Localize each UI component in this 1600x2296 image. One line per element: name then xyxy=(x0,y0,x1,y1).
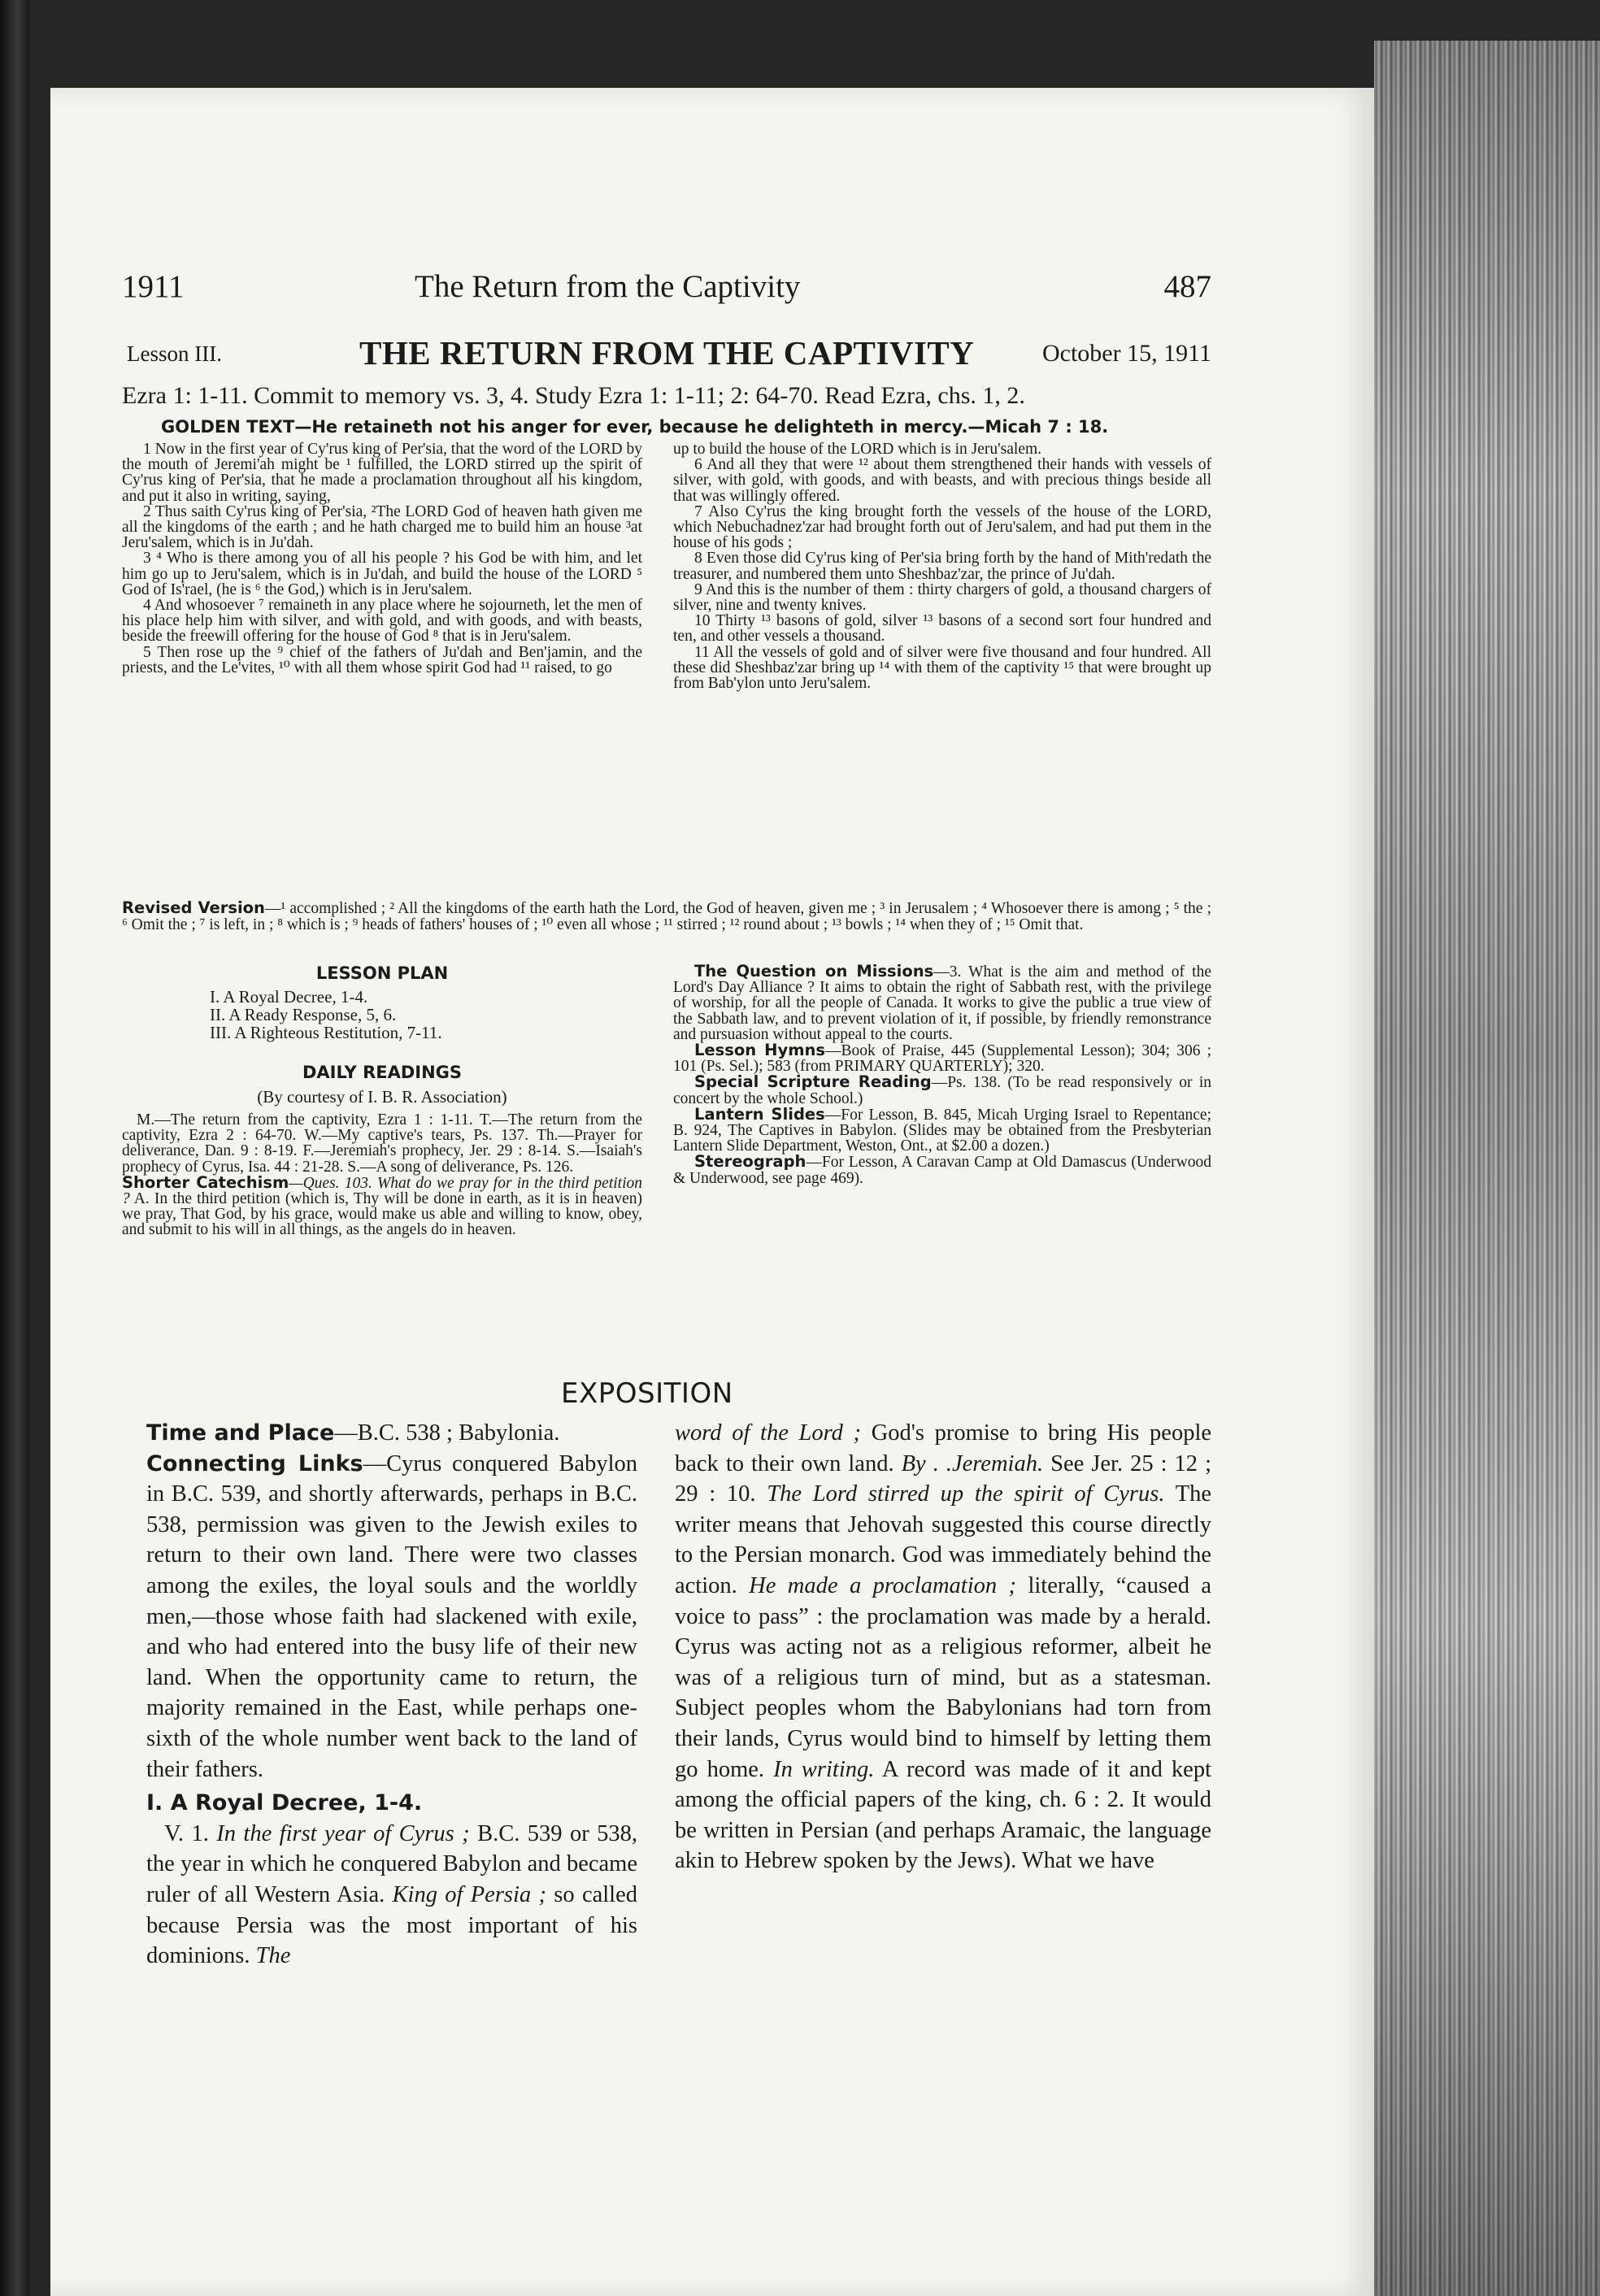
verse: 3 ⁴ Who is there among you of all his people ? his God be with him, and let him go up to Jeru'salem, which is in Ju'dah, and build the house of the LORD ⁵ God of Is'rael, (he is ⁶ the God,) which is in Jeru'salem. xyxy=(122,550,642,598)
missions-text: —3. What is the aim and method of the Lord's Day Alliance ? It aims to obtain the right of Sabbath rest, with the privilege of worship, for all the people of Canada. It works to give the public a true view of the Sabbath law, and to prevent violation of it, if possible, by friendly remonstrance and pursuasion without appeal to the courts. xyxy=(673,963,1211,1043)
daily-readings-heading: DAILY READINGS xyxy=(302,1063,463,1082)
connecting-links xyxy=(146,1449,637,1785)
links-label: Connecting Links xyxy=(146,1450,363,1476)
lesson-date: October 15, 1911 xyxy=(1041,340,1211,367)
scripture-text-left xyxy=(122,441,642,676)
time-and-place xyxy=(146,1418,637,1449)
shorter-catechism xyxy=(122,1172,642,1239)
phrase-italic: He made a proclamation ; xyxy=(749,1572,1017,1598)
time-text: —B.C. 538 ; Babylonia. xyxy=(334,1420,560,1446)
phrase-text: God's promise to bring His people back to their own land. xyxy=(675,1420,1212,1476)
verse: 9 And this is the number of them : thirty chargers of gold, a thousand chargers of silver, nine and twenty knives. xyxy=(673,581,1211,615)
lesson-hymns-label: Lesson Hymns xyxy=(694,1041,826,1060)
v1-prefix: V. 1. xyxy=(164,1820,209,1846)
phrase-italic: word of the Lord ; xyxy=(675,1420,862,1446)
verse-1-commentary xyxy=(146,1819,637,1972)
verse: 4 And whosoever ⁷ remaineth in any place where he sojourneth, let the men of his place help him with silver, and with gold, and with goods, and with beasts, beside the freewill offering for the house of God ⁸ that is in Jeru'salem. xyxy=(122,597,642,646)
lantern-slides-label: Lantern Slides xyxy=(694,1104,825,1124)
revised-version-label: Revised Version xyxy=(122,898,265,917)
the-italic: The xyxy=(255,1943,291,1969)
phrase-text: See Jer. 25 : 12 ; 29 : 10. xyxy=(675,1450,1211,1507)
v1-italic: In the first year of Cyrus ; xyxy=(216,1820,470,1846)
special-scripture-label: Special Scripture Reading xyxy=(694,1072,932,1092)
page-number: 487 xyxy=(1163,269,1211,304)
lesson-title-row xyxy=(122,333,1211,376)
phrase-italic: In writing. xyxy=(773,1756,875,1782)
lesson-title: THE RETURN FROM THE CAPTIVITY xyxy=(359,334,975,372)
stereograph-text: —For Lesson, A Caravan Camp at Old Damascus (Underwood & Underwood, see page 469). xyxy=(673,1154,1211,1187)
verse: 8 Even those did Cy'rus king of Per'sia bring forth by the hand of Mith'redath the treasurer, and numbered them unto Sheshbaz'zar, the prince of Ju'dah. xyxy=(673,550,1211,583)
running-header xyxy=(122,268,1211,314)
lesson-notes-right xyxy=(673,963,1211,1186)
lesson-plan-list xyxy=(210,988,642,1041)
time-label: Time and Place xyxy=(146,1420,335,1446)
lesson-hymns-text: —Book of Praise, 445 (Supplemental Lesson); 304; 306 ; 101 (Ps. Sel.); 583 (from PRIMARY QUARTERLY); 320. xyxy=(673,1042,1211,1076)
scripture-reference-line: Ezra 1: 1-11. Commit to memory vs. 3, 4. Study Ezra 1: 1-11; 2: 64-70. Read Ezra, chs. 1, 2. xyxy=(122,382,1025,409)
exposition-heading: EXPOSITION xyxy=(561,1377,733,1410)
scripture-text-right xyxy=(673,441,1211,691)
lesson-plan-column xyxy=(122,963,642,1238)
running-title: The Return from the Captivity xyxy=(415,269,801,304)
king-text: so called because Persia was the most important of his dominions. xyxy=(146,1881,637,1969)
special-scripture-text: —Ps. 138. (To be read responsively or in concert by the whole School.) xyxy=(673,1074,1211,1107)
phrase-text: A record was made of it and kept among the official papers of the king, ch. 6 : 2. It would be written in Persian (and perhaps Aramaic, the language akin to Hebrew spoken by the Jews). What we have xyxy=(675,1756,1211,1874)
stereograph xyxy=(673,1154,1211,1185)
missions-question xyxy=(673,963,1211,1042)
shorter-catechism-label: Shorter Catechism xyxy=(122,1172,289,1192)
v1-text: B.C. 539 or 538, the year in which he conquered Babylon and became ruler of all Western Asia. xyxy=(146,1820,638,1907)
lesson-hymns xyxy=(673,1042,1211,1074)
revised-version-text: —¹ accomplished ; ² All the kingdoms of the earth hath the Lord, the God of heaven, given me ; ³ in Jerusalem ; ⁴ Whosoever there is among ; ⁵ the ; ⁶ Omit the ; ⁷ is left, in ; ⁸ which is ; ⁹ heads of fathers' houses of ; ¹⁰ even all whose ; ¹¹ stirred ; ¹² round about ; ¹³ bowls ; ¹⁴ when they of ; ¹⁵ Omit that. xyxy=(122,900,1211,933)
binding-shadow xyxy=(0,0,29,2296)
lantern-slides xyxy=(673,1104,1211,1155)
exposition-right-column xyxy=(675,1418,1211,1876)
verse: 10 Thirty ¹³ basons of gold, silver ¹³ basons of a second sort four hundred and ten, and other vessels a thousand. xyxy=(673,612,1211,646)
verse: 7 Also Cy'rus the king brought forth the vessels of the house of the LORD, which Nebuchadnez'zar had brought forth out of Jeru'salem, and had put them in the house of his gods ; xyxy=(673,502,1211,552)
missions-label: The Question on Missions xyxy=(694,962,934,981)
list-item: III. A Righteous Restitution, 7-11. xyxy=(210,1023,442,1042)
daily-readings-text: M.—The return from the captivity, Ezra 1 : 1-11. T.—The return from the captivity, Ezra 2 : 64-70. W.—My captive's tears, Ps. 137. Th.—Prayer for deliverance, Dan. 9 : 8-19. F.—Jeremiah's prophecy, Jer. 29 : 8-14. S.—Isaiah's prophecy of Cyrus, Isa. 44 : 21-28. S.—A song of deliverance, Ps. 126. xyxy=(122,1111,642,1176)
verse: 2 Thus saith Cy'rus king of Per'sia, ²The LORD God of heaven hath given me all the kingdoms of the earth ; and he hath charged me to build him an house ³at Jeru'salem, which is in Ju'dah. xyxy=(122,502,642,552)
stereograph-label: Stereograph xyxy=(694,1152,807,1172)
revised-version-notes xyxy=(122,900,1211,933)
list-item: II. A Ready Response, 5, 6. xyxy=(210,1005,397,1024)
daily-readings-credit: (By courtesy of I. B. R. Association) xyxy=(257,1087,507,1107)
links-text: —Cyrus conquered Babylon in B.C. 539, and shortly afterwards, perhaps in B.C. 538, permission was given to the Jewish exiles to return to their own land. There were two classes among the exiles, the loyal souls and the worldly men,—those whose faith had slackened with exile, and who had entered into the busy life of their new land. When the opportunity came to return, the majority remained in the East, while perhaps one-sixth of the whole number went back to the land of their fathers. xyxy=(146,1450,637,1782)
page-year: 1911 xyxy=(122,269,185,304)
phrase-italic: By . .Jeremiah. xyxy=(901,1450,1044,1476)
section-heading: I. A Royal Decree, 1-4. xyxy=(146,1790,423,1816)
phrase-text: literally, “caused a voice to pass” : the proclamation was made by a herald. Cyrus was acting not as a religious reformer, albeit he was of a religious turn of mind, but as a statesman. Subject peoples whom the Babylonians had torn from their lands, Cyrus would bind to himself by letting them go home. xyxy=(675,1572,1211,1782)
exposition-left-column xyxy=(146,1418,637,1972)
special-scripture-reading xyxy=(673,1074,1211,1106)
exposition-continued xyxy=(675,1418,1211,1876)
catechism-question: —Ques. 103. What do we pray for in the third petition ? xyxy=(122,1174,642,1208)
verse: 11 All the vessels of gold and of silver were five thousand and four hundred. All these did Sheshbaz'zar bring up ¹⁴ with them of the captivity ¹⁵ that were brought up from Bab'ylon unto Jeru'salem. xyxy=(673,643,1211,693)
golden-text: GOLDEN TEXT—He retaineth not his anger for ever, because he delighteth in mercy.—Micah 7 : 18. xyxy=(161,417,1109,437)
lesson-label: Lesson III. xyxy=(127,341,222,366)
lantern-slides-text: —For Lesson, B. 845, Micah Urging Israel to Repentance; B. 924, The Captives in Babylon. (Slides may be obtained from the Presbyterian Lantern Slide Department, Weston, Ont., at $2.00 a dozen.) xyxy=(673,1106,1211,1155)
king-italic: King of Persia ; xyxy=(392,1881,546,1907)
page-edges xyxy=(1374,41,1600,2296)
phrase-text: The writer means that Jehovah suggested this course directly to the Persian monarch. God was immediately behind the action. xyxy=(675,1481,1211,1598)
lesson-plan-heading: LESSON PLAN xyxy=(315,963,449,983)
phrase-italic: The Lord stirred up the spirit of Cyrus. xyxy=(767,1481,1165,1507)
verse: up to build the house of the LORD which is in Jeru'salem. xyxy=(673,441,1042,458)
catechism-answer: A. In the third petition (which is, Thy will be done in earth, as it is in heaven) we pray, That God, by his grace, would make us able and willing to know, obey, and submit to his will in all things, as the angels do in heaven. xyxy=(122,1190,642,1239)
verse: 6 And all they that were ¹² about them strengthened their hands with vessels of silver, with gold, with goods, and with beasts, and with precious things beside all that was willingly offered. xyxy=(673,456,1211,505)
verse: 5 Then rose up the ⁹ chief of the fathers of Ju'dah and Ben'jamin, and the priests, and the Le'vites, ¹⁰ with all them whose spirit God had ¹¹ raised, to go xyxy=(122,643,642,676)
verse: 1 Now in the first year of Cy'rus king of Per'sia, that the word of the LORD by the mouth of Jeremi'ah might be ¹ fulfilled, the LORD stirred up the spirit of Cy'rus king of Per'sia, that he made a proclamation throughout all his kingdom, and put it also in writing, saying, xyxy=(122,441,642,505)
list-item: I. A Royal Decree, 1-4. xyxy=(210,987,368,1007)
